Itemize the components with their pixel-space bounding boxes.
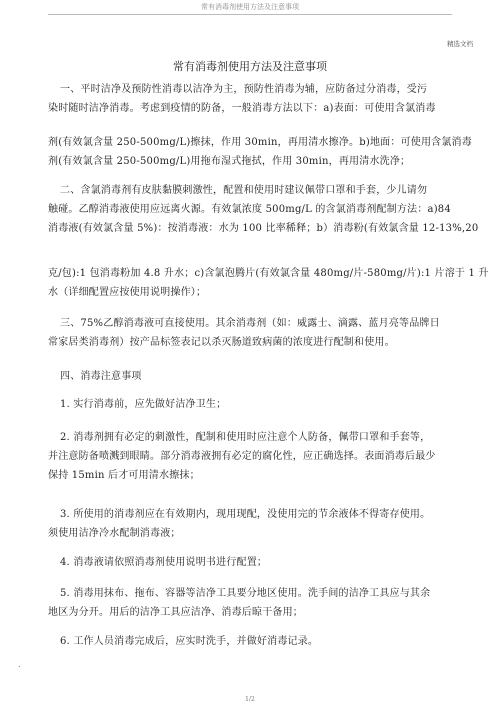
paragraph-line: 3. 所使用的消毒剂应在有效期内，现用现配，没使用完的节余液体不得寄存使用。: [60, 509, 431, 520]
paragraph-line: 触碰。乙醇消毒液使用应远离火源。有效氯浓度 500mg/L 的含氯消毒剂配制方法：a)84: [48, 204, 451, 215]
paragraph-line: 4. 消毒液请依照消毒剂使用说明书进行配置；: [60, 557, 268, 568]
header-rule: [48, 14, 452, 15]
paragraph-line: 须使用洁净冷水配制消毒液；: [48, 528, 181, 539]
paragraph-line: 保持 15min 后才可用清水擦抹；: [48, 470, 200, 481]
section-heading: [60, 367, 460, 386]
paragraph-line: 染时随时洁净消毒。考虑到疫情的防备，一般消毒方法以下：a)表面：可使用含氯消毒: [48, 103, 436, 114]
paragraph-line: 水（详细配置应按使用说明操作）；: [48, 287, 207, 298]
paragraph-1: [48, 80, 460, 118]
paragraph-line: 消毒液(有效氯含量 5%)：按消毒液：水为 100 比率稀释；b）消毒粉(有效氯含量 12-13%,20: [48, 223, 479, 234]
list-item-3: [48, 505, 460, 543]
corner-tag: 精选文档: [447, 40, 473, 48]
paragraph-line: 剂(有效氯含量 250-500mg/L)用拖布湿式拖拭，作用 30min，再用清水洗净；: [48, 156, 411, 167]
stray-mark: .: [18, 660, 21, 669]
paragraph-2: [48, 133, 472, 171]
paragraph-3: [48, 181, 479, 238]
list-item-1: [60, 395, 460, 414]
paragraph-line: 5. 消毒用抹布、拖布、容器等洁净工具要分地区使用。洗手间的洁净工具应与其余: [60, 588, 431, 599]
paragraph-line: 2. 消毒剂拥有必定的刺激性，配制和使用时应注意个人防备，佩带口罩和手套等，: [60, 432, 431, 443]
running-header: 常有消毒剂使用方法及注意事项: [201, 3, 299, 11]
paragraph-line: 四、消毒注意事项: [60, 371, 142, 382]
page-number: 1/2: [245, 696, 255, 703]
paragraph-line: 6. 工作人员消毒完成后，应实时洗手，并做好消毒记录。: [60, 636, 319, 647]
paragraph-line: 常家居类消毒剂）按产品标签表记以杀灭肠道致病菌的浓度进行配制和使用。: [48, 337, 395, 348]
paragraph-line: 克/包):1 包消毒粉加 4.8 升水；c)含氯泡腾片(有效氯含量 480mg/片-580mg/片):1 片溶于 1 升: [48, 268, 489, 279]
paragraph-line: 一、平时洁净及预防性消毒以洁净为主，预防性消毒为辅，应防备过分消毒，受污: [60, 84, 428, 95]
paragraph-line: 三、75%乙醇消毒液可直接使用。其余消毒剂（如：威露士、滴露、蓝月亮等品牌日: [60, 318, 440, 329]
paragraph-line: 剂(有效氯含量 250-500mg/L)擦抹，作用 30min，再用清水擦净。b)地面：可使用含氯消毒: [48, 137, 472, 148]
paragraph-line: 二、含氯消毒剂有皮肤黏膜刺激性，配置和使用时建议佩带口罩和手套，少儿请勿: [60, 185, 428, 196]
paragraph-4: [48, 264, 489, 302]
list-item-6: [60, 632, 460, 651]
paragraph-line: 地区为分开。用后的洁净工具应洁净、消毒后晾干备用；: [48, 607, 303, 618]
paragraph-line: 并注意防备喷溅到眼睛。部分消毒液拥有必定的腐化性，应正确选择。表面消毒后最少: [48, 451, 436, 462]
list-item-2: [48, 428, 460, 485]
paragraph-line: 1. 实行消毒前，应先做好洁净卫生；: [60, 399, 227, 410]
document-title: 常有消毒剂使用方法及注意事项: [173, 60, 327, 73]
list-item-5: [48, 584, 460, 622]
paragraph-5: [48, 314, 460, 352]
list-item-4: [60, 553, 460, 572]
